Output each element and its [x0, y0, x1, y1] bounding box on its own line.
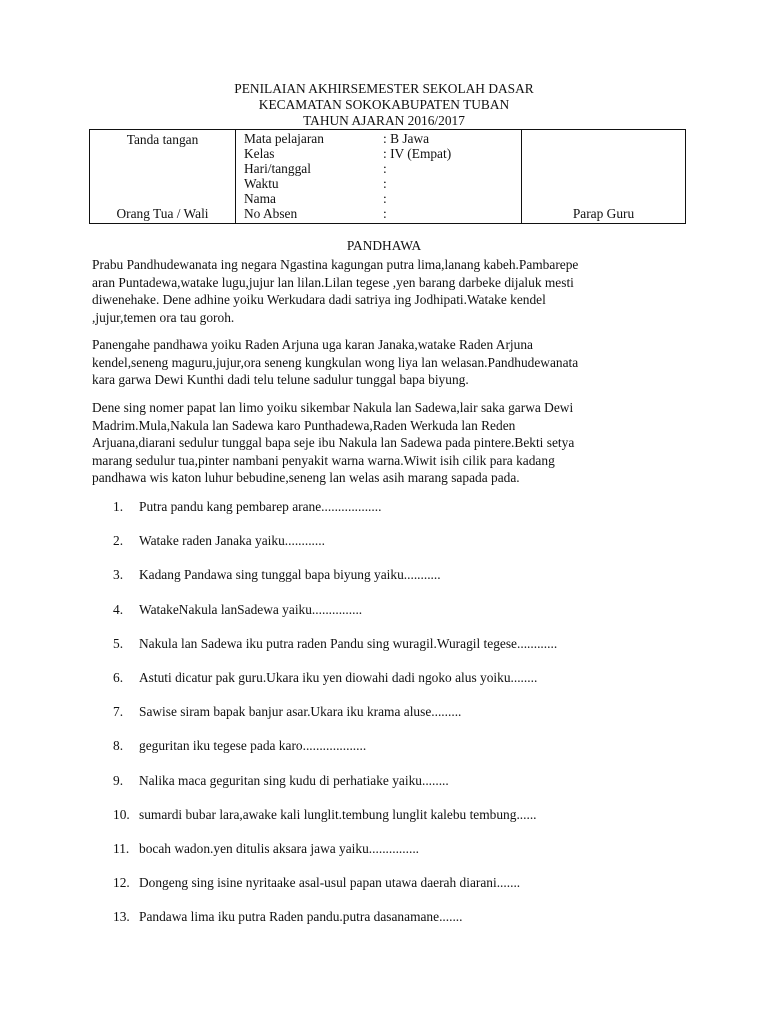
question-number: 4.	[113, 601, 124, 617]
question-item	[113, 704, 733, 738]
question-item	[113, 499, 733, 533]
question-text: sumardi bubar lara,awake kali lunglit.tembung lunglit kalebu tembung......	[139, 806, 537, 822]
question-item	[113, 567, 733, 601]
question-item	[113, 875, 733, 909]
question-item	[113, 773, 733, 807]
story-title: PANDHAWA	[346, 238, 422, 253]
story-paragraph-3: Dene sing nomer papat lan limo yoiku sikembar Nakula lan Sadewa,lair saka garwa Dewi Madrim.Mula,Nakula lan Sadewa karo Punthadewa,Raden Werkuda lan Reden Arjuana,diarani sedulur tunggal bapa seje ibu Nakula lan Sadewa pada pintere.Bekti setya marang sedulur tua,pinter nambani penyakit warna warna.Wiwit isih cilik para kadang pandhawa wis katon luhur bebudine,seneng lan welas asih marang sapada pada.	[92, 400, 575, 486]
question-item	[113, 636, 733, 670]
header-district: KECAMATAN SOKOKABUPATEN TUBAN	[258, 97, 510, 112]
header-school-title: PENILAIAN AKHIRSEMESTER SEKOLAH DASAR	[234, 81, 534, 96]
info-label: Hari/tanggal	[244, 161, 311, 176]
question-text: Watake raden Janaka yaiku............	[139, 533, 325, 549]
teacher-initial-label: Parap Guru	[572, 206, 635, 221]
question-item	[113, 533, 733, 567]
signature-cell	[90, 130, 236, 224]
question-number: 13.	[113, 909, 130, 925]
question-list	[113, 499, 733, 943]
question-text: Pandawa lima iku putra Raden pandu.putra dasanamane.......	[139, 909, 463, 925]
question-text: Sawise siram bapak banjur asar.Ukara iku krama aluse.........	[139, 704, 462, 720]
header-school-year: TAHUN AJARAN 2016/2017	[303, 113, 465, 128]
question-text: bocah wadon.yen ditulis aksara jawa yaiku...............	[139, 840, 420, 856]
info-row-date	[236, 161, 521, 176]
info-label: Waktu	[244, 176, 279, 191]
info-value: : B Jawa	[383, 131, 430, 146]
info-value: :	[383, 161, 387, 176]
question-item	[113, 602, 733, 636]
info-row-class	[236, 146, 521, 161]
question-text: Putra pandu kang pembarep arane..................	[139, 499, 382, 514]
question-text: Kadang Pandawa sing tunggal bapa biyung yaiku...........	[139, 567, 441, 583]
info-label: Nama	[244, 191, 276, 206]
question-number: 6.	[113, 669, 124, 685]
question-text: Astuti dicatur pak guru.Ukara iku yen diowahi dadi ngoko alus yoiku........	[139, 669, 538, 685]
teacher-initial-cell	[522, 130, 686, 224]
student-details-cell	[236, 130, 522, 224]
question-text: Dongeng sing isine nyritaake asal-usul papan utawa daerah diarani.......	[139, 875, 521, 891]
info-row-time	[236, 176, 521, 191]
question-number: 9.	[113, 772, 124, 788]
question-number: 12.	[113, 875, 130, 891]
question-item	[113, 909, 733, 943]
info-value: :	[383, 176, 387, 191]
info-row-attendance-number	[236, 206, 521, 221]
question-item	[113, 841, 733, 875]
question-item	[113, 670, 733, 704]
question-item	[113, 807, 733, 841]
info-value: :	[383, 206, 387, 221]
question-text: geguritan iku tegese pada karo...................	[139, 738, 367, 754]
question-number: 11.	[113, 840, 130, 856]
parent-guardian-label: Orang Tua / Wali	[116, 206, 209, 221]
question-number: 2.	[113, 533, 124, 549]
info-label: Mata pelajaran	[244, 131, 324, 146]
story-paragraph-2: Panengahe pandhawa yoiku Raden Arjuna uga karan Janaka,watake Raden Arjuna kendel,seneng maguru,jujur,ora seneng kungkulan wong liya lan welasan.Pandhudewanata kara garwa Dewi Kunthi dadi telu telune sadulur tunggal bapa biyung.	[92, 337, 579, 388]
story-paragraph-1: Prabu Pandhudewanata ing negara Ngastina kagungan putra lima,lanang kabeh.Pambarepe aran Puntadewa,watake lugu,jujur lan lilan.Lilan tegese ,yen barang darbeke dijaluk mesti diwenehake. Dene adhine yoiku Werkudara dadi satriya ing Jodhipati.Watake kendel ,jujur,temen ora tau goroh.	[92, 257, 579, 325]
question-item	[113, 738, 733, 772]
info-row-subject	[236, 131, 521, 146]
question-text: Nalika maca geguritan sing kudu di perhatiake yaiku........	[139, 772, 449, 788]
info-label: Kelas	[244, 146, 275, 161]
question-number: 5.	[113, 635, 124, 651]
question-number: 8.	[113, 738, 124, 754]
question-number: 7.	[113, 704, 124, 720]
info-row-name	[236, 191, 521, 206]
signature-label: Tanda tangan	[126, 132, 199, 147]
question-number: 1.	[113, 499, 124, 514]
question-text: Nakula lan Sadewa iku putra raden Pandu sing wuragil.Wuragil tegese............	[139, 635, 558, 651]
info-label: No Absen	[244, 206, 298, 221]
question-number: 3.	[113, 567, 124, 583]
document-header	[0, 81, 768, 129]
info-value: :	[383, 191, 387, 206]
question-number: 10.	[113, 806, 130, 822]
question-text: WatakeNakula lanSadewa yaiku...............	[139, 601, 363, 617]
info-value: : IV (Empat)	[383, 146, 452, 161]
student-info-table	[89, 129, 686, 224]
